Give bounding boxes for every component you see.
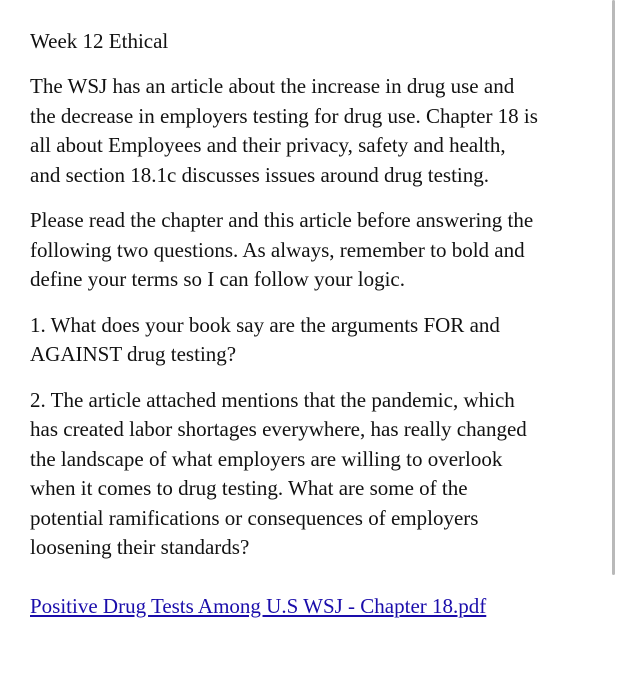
paragraph-line: following two questions. As always, remember to bold and <box>30 237 525 262</box>
paragraph-line: has created labor shortages everywhere, has really changed <box>30 417 527 441</box>
paragraph-line: when it comes to drug testing. What are some of the <box>30 476 468 500</box>
post-content <box>30 26 605 621</box>
post-title: Week 12 Ethical <box>30 29 169 53</box>
paragraph-line: define your terms so I can follow your logic. <box>30 267 405 291</box>
question-2 <box>30 386 605 563</box>
paragraph-line: Please read the chapter and this article before answering the <box>30 208 534 232</box>
paragraph-line: 2. The article attached mentions that the pandemic, which <box>30 387 515 412</box>
attachment-link[interactable]: Positive Drug Tests Among U.S WSJ - Chapter 18.pdf <box>30 593 487 618</box>
paragraph-line: the landscape of what employers are willing to overlook <box>30 446 503 471</box>
paragraph-line: the decrease in employers testing for drug use. Chapter 18 is <box>30 103 538 128</box>
paragraph-line: all about Employees and their privacy, safety and health, <box>30 133 506 157</box>
paragraph-line: and section 18.1c discusses issues around drug testing. <box>30 162 490 187</box>
vertical-scrollbar[interactable] <box>612 0 615 575</box>
paragraph-line: 1. What does your book say are the arguments FOR and <box>30 312 500 337</box>
paragraph-instructions <box>30 206 605 295</box>
paragraph-line: loosening their standards? <box>30 535 250 559</box>
question-1 <box>30 311 605 370</box>
paragraph-line: potential ramifications or consequences of employers <box>30 505 479 530</box>
paragraph-line: AGAINST drug testing? <box>30 342 237 366</box>
paragraph-line: The WSJ has an article about the increase in drug use and <box>30 74 515 98</box>
paragraph-intro <box>30 72 605 190</box>
